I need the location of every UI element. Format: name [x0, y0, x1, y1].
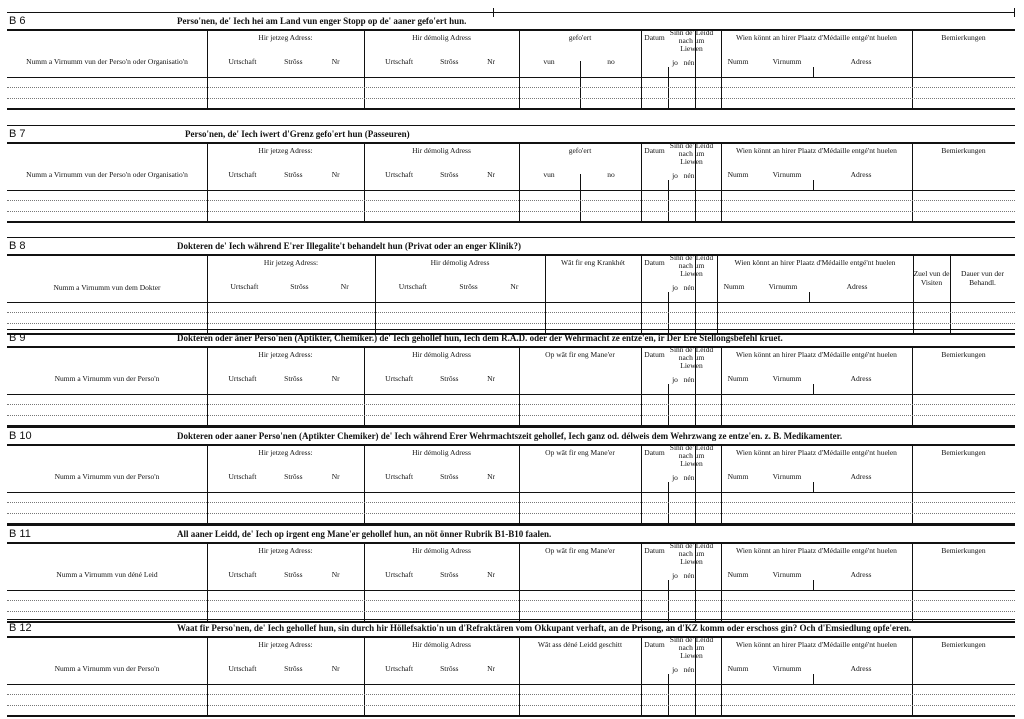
medal-sub-divider — [813, 384, 814, 395]
remarks-header: Bemierkungen — [941, 448, 986, 457]
column-divider — [519, 444, 520, 524]
section-top-rule — [7, 125, 1015, 126]
section-code: B 10 — [9, 430, 32, 442]
former-street: Strôss — [440, 170, 459, 179]
date-header: Datum — [644, 546, 665, 555]
column-divider — [519, 346, 520, 426]
former-city: Urtschaft — [398, 282, 427, 291]
column-divider — [950, 254, 951, 334]
section-code: B 8 — [9, 240, 26, 252]
section-top-rule — [7, 619, 1015, 620]
extra-header: Op wât fir eng Mane'er — [545, 546, 615, 555]
extra-header: Wât fir eng Krankhét — [561, 258, 625, 267]
medal-address: Adress — [850, 664, 872, 673]
yes-label: jo — [672, 283, 678, 292]
medal-header: Wien könnt an hirer Plaatz d'Médaille entgé'nt huelen — [736, 546, 897, 555]
from-label: vun — [543, 57, 555, 66]
medal-name: Numm — [727, 472, 749, 481]
yes-no-divider — [668, 674, 669, 716]
column-divider — [913, 254, 914, 334]
current-city: Urtschaft — [228, 570, 257, 579]
medal-firstname: Virnumm — [772, 570, 802, 579]
column-name-header: Numm a Virnumm vun der Perso'n oder Organisatio'n — [26, 170, 188, 179]
section-title: Perso'nen, de' Iech hei am Land vun enger Stopp op de' aaner gefo'ert hun. — [177, 16, 467, 26]
duration-header: Dauer vun der Behandl. — [961, 269, 1004, 287]
current-nr: Nr — [331, 374, 340, 383]
former-nr: Nr — [487, 472, 496, 481]
current-street: Strôss — [284, 374, 303, 383]
to-label: no — [607, 170, 615, 179]
section-header-rule — [7, 636, 1015, 638]
no-label: nén — [683, 283, 695, 292]
current-nr: Nr — [340, 282, 349, 291]
section-code: B 6 — [9, 15, 26, 27]
section-header-rule — [7, 142, 1015, 144]
remarks-header: Bemierkungen — [941, 33, 986, 42]
current-city: Urtschaft — [228, 170, 257, 179]
alive-header: Sinn de' Leidd nach um Liewen — [669, 253, 714, 278]
section-bottom-rule — [7, 715, 1015, 717]
column-name-header: Numm a Virnumm vun der Perso'n oder Organisatio'n — [26, 57, 188, 66]
no-label: nén — [683, 473, 695, 482]
column-name-header: Numm a Virnumm vun der Perso'n — [54, 374, 160, 383]
medal-sub-divider — [813, 580, 814, 591]
from-to-divider — [580, 174, 581, 222]
medal-address: Adress — [850, 570, 872, 579]
current-street: Strôss — [284, 57, 303, 66]
section-b8 — [7, 237, 1015, 334]
current-nr: Nr — [331, 170, 340, 179]
extra-header: Wât ass déné Leidd geschitt — [537, 640, 623, 649]
data-row-line — [7, 513, 1015, 514]
section-header-rule — [7, 29, 1015, 31]
from-to-divider — [580, 61, 581, 109]
medal-header: Wien könnt an hirer Plaatz d'Médaille entgé'nt huelen — [734, 258, 896, 267]
extra-header: Op wât fir eng Mane'er — [545, 448, 615, 457]
section-code: B 7 — [9, 128, 26, 140]
medal-address: Adress — [846, 282, 868, 291]
current-street: Strôss — [284, 570, 303, 579]
date-header: Datum — [644, 350, 665, 359]
data-row-line — [7, 200, 1015, 201]
yes-no-divider — [668, 384, 669, 426]
no-label: nén — [683, 665, 695, 674]
alive-header: Sinn de' Leidd nach um Liewen — [669, 28, 714, 53]
former-address-header: Hir démolig Adress — [412, 146, 471, 155]
section-top-rule — [7, 329, 1015, 330]
current-nr: Nr — [331, 664, 340, 673]
header-data-rule — [7, 684, 1015, 685]
yes-label: jo — [672, 171, 678, 180]
current-address-header: Hir jetzeg Adress: — [258, 546, 313, 555]
medal-name: Numm — [727, 170, 749, 179]
former-nr: Nr — [487, 664, 496, 673]
no-label: nén — [683, 571, 695, 580]
section-b7 — [7, 125, 1015, 222]
former-street: Strôss — [459, 282, 478, 291]
medal-address: Adress — [850, 57, 872, 66]
former-city: Urtschaft — [385, 664, 414, 673]
yes-no-divider — [668, 67, 669, 109]
data-row-line — [7, 98, 1015, 99]
remarks-header: Bemierkungen — [941, 350, 986, 359]
section-header-rule — [7, 542, 1015, 544]
no-label: nén — [683, 58, 695, 67]
section-header-rule — [7, 346, 1015, 348]
former-street: Strôss — [440, 57, 459, 66]
current-nr: Nr — [331, 472, 340, 481]
section-bottom-rule — [7, 108, 1015, 110]
yes-label: jo — [672, 571, 678, 580]
former-address-header: Hir démolig Adress — [412, 448, 471, 457]
current-city: Urtschaft — [230, 282, 259, 291]
former-city: Urtschaft — [385, 170, 414, 179]
current-city: Urtschaft — [228, 472, 257, 481]
former-city: Urtschaft — [385, 374, 414, 383]
header-data-rule — [7, 394, 1015, 395]
section-code: B 11 — [9, 528, 31, 540]
remarks-header: Bemierkungen — [941, 640, 986, 649]
section-top-rule — [7, 427, 1015, 428]
alive-header: Sinn de' Leidd nach um Liewen — [669, 541, 714, 566]
alive-header: Sinn de' Leidd nach um Liewen — [669, 141, 714, 166]
column-divider — [519, 636, 520, 716]
current-nr: Nr — [331, 570, 340, 579]
alive-header: Sinn de' Leidd nach um Liewen — [669, 635, 714, 660]
remarks-header: Bemierkungen — [941, 146, 986, 155]
section-header-rule — [7, 254, 1015, 256]
column-name-header: Numm a Virnumm vun der Perso'n — [54, 664, 160, 673]
remarks-header: Bemierkungen — [941, 546, 986, 555]
section-title: Waat fir Perso'nen, de' Iech gehollef hun, sin durch hir Höllefsaktio'n un d'Refraktären vom Okkupant verhaft, an de Prisong, an d'KZ komm oder erschoss gin? Och d'Emsiedlung opfe'eren. — [177, 623, 912, 633]
date-header: Datum — [644, 448, 665, 457]
date-header: Datum — [644, 146, 665, 155]
medal-sub-divider — [813, 674, 814, 685]
former-address-header: Hir démolig Adress — [412, 350, 471, 359]
alive-header: Sinn de' Leidd nach um Liewen — [669, 345, 714, 370]
current-city: Urtschaft — [228, 664, 257, 673]
yes-no-divider — [668, 482, 669, 524]
former-city: Urtschaft — [385, 472, 414, 481]
section-code: B 12 — [9, 622, 32, 634]
header-data-rule — [7, 77, 1015, 78]
former-address-header: Hir démolig Adress — [412, 546, 471, 555]
medal-sub-divider — [813, 180, 814, 191]
former-street: Strôss — [440, 570, 459, 579]
current-address-header: Hir jetzeg Adress: — [263, 258, 319, 267]
header-data-rule — [7, 190, 1015, 191]
no-label: nén — [683, 171, 695, 180]
section-b12 — [7, 619, 1015, 716]
header-data-rule — [7, 590, 1015, 591]
header-data-rule — [7, 492, 1015, 493]
extra-header: gefo'ert — [568, 146, 592, 155]
former-street: Strôss — [440, 664, 459, 673]
yes-no-divider — [668, 580, 669, 622]
alive-header: Sinn de' Leidd nach um Liewen — [669, 443, 714, 468]
data-row-line — [7, 600, 1015, 601]
data-row-line — [7, 404, 1015, 405]
former-nr: Nr — [487, 170, 496, 179]
medal-address: Adress — [850, 472, 872, 481]
current-address-header: Hir jetzeg Adress: — [258, 33, 313, 42]
current-street: Strôss — [284, 664, 303, 673]
medal-name: Numm — [727, 57, 749, 66]
date-header: Datum — [644, 33, 665, 42]
former-nr: Nr — [510, 282, 519, 291]
section-top-rule — [7, 237, 1015, 238]
column-name-header: Numm a Virnumm vun déné Leid — [56, 570, 158, 579]
column-name-header: Numm a Virnumm vun der Perso'n — [54, 472, 160, 481]
former-address-header: Hir démolig Adress — [412, 640, 471, 649]
data-row-line — [7, 415, 1015, 416]
medal-header: Wien könnt an hirer Plaatz d'Médaille entgé'nt huelen — [736, 448, 897, 457]
data-row-line — [7, 323, 1015, 324]
to-label: no — [607, 57, 615, 66]
medal-address: Adress — [850, 170, 872, 179]
data-row-line — [7, 705, 1015, 706]
current-address-header: Hir jetzeg Adress: — [258, 448, 313, 457]
current-street: Strôss — [284, 472, 303, 481]
former-nr: Nr — [487, 57, 496, 66]
data-row-line — [7, 694, 1015, 695]
current-nr: Nr — [331, 57, 340, 66]
data-row-line — [7, 611, 1015, 612]
section-b9 — [7, 329, 1015, 426]
former-address-header: Hir démolig Adress — [412, 33, 471, 42]
section-b10 — [7, 427, 1015, 524]
medal-firstname: Virnumm — [772, 374, 802, 383]
data-row-line — [7, 502, 1015, 503]
section-title: Perso'nen, de' Iech iwert d'Grenz gefo'ert hun (Passeuren) — [185, 129, 410, 139]
medal-firstname: Virnumm — [772, 57, 802, 66]
medal-sub-divider — [813, 482, 814, 493]
current-city: Urtschaft — [228, 374, 257, 383]
medal-firstname: Virnumm — [772, 472, 802, 481]
section-title: Dokteren oder äner Perso'nen (Aptikter, Chemiker.) de' Iech gehollef hun, Iech dem R.A.D. oder der Wehrmacht ze entze'en, ir Der Ere Stellongsbefehl kruet. — [177, 333, 783, 343]
medal-firstname: Virnumm — [772, 170, 802, 179]
section-header-rule — [7, 444, 1015, 446]
section-bottom-rule — [7, 221, 1015, 223]
current-address-header: Hir jetzeg Adress: — [258, 640, 313, 649]
data-row-line — [7, 87, 1015, 88]
former-street: Strôss — [440, 374, 459, 383]
visits-header: Zuel vun de Visiten — [913, 269, 950, 287]
former-nr: Nr — [487, 570, 496, 579]
medal-name: Numm — [723, 282, 745, 291]
medal-header: Wien könnt an hirer Plaatz d'Médaille entgé'nt huelen — [736, 640, 897, 649]
current-city: Urtschaft — [228, 57, 257, 66]
yes-label: jo — [672, 58, 678, 67]
current-street: Strôss — [290, 282, 309, 291]
data-row-line — [7, 211, 1015, 212]
yes-no-divider — [668, 292, 669, 334]
medal-sub-divider — [813, 67, 814, 78]
medal-address: Adress — [850, 374, 872, 383]
medal-header: Wien könnt an hirer Plaatz d'Médaille entgé'nt huelen — [736, 350, 897, 359]
former-city: Urtschaft — [385, 570, 414, 579]
from-label: vun — [543, 170, 555, 179]
former-street: Strôss — [440, 472, 459, 481]
column-name-header: Numm a Virnumm vun dem Dokter — [53, 283, 161, 292]
former-address-header: Hir démolig Adress — [430, 258, 490, 267]
column-divider — [545, 254, 546, 334]
medal-name: Numm — [727, 570, 749, 579]
current-address-header: Hir jetzeg Adress: — [258, 146, 313, 155]
section-code: B 9 — [9, 332, 26, 344]
date-header: Datum — [644, 640, 665, 649]
extra-header: Op wât fir eng Mane'er — [545, 350, 615, 359]
current-street: Strôss — [284, 170, 303, 179]
section-title: Dokteren de' Iech während E'rer Illegalite't behandelt hun (Privat oder an enger Klinik?) — [177, 241, 522, 251]
medal-header: Wien könnt an hirer Plaatz d'Médaille entgé'nt huelen — [736, 146, 897, 155]
yes-label: jo — [672, 473, 678, 482]
section-b6 — [7, 12, 1015, 109]
medal-firstname: Virnumm — [772, 664, 802, 673]
header-data-rule — [7, 302, 1015, 303]
medal-name: Numm — [727, 374, 749, 383]
column-divider — [519, 542, 520, 622]
medal-firstname: Virnumm — [768, 282, 798, 291]
yes-label: jo — [672, 665, 678, 674]
form-page — [7, 8, 1015, 716]
yes-label: jo — [672, 375, 678, 384]
section-title: Dokteren oder aaner Perso'nen (Aptikter Chemiker) de' Iech während Erer Wehrmachtszeit gehollef, Iech ganz od. délweis dem Wehrzwang ze entze'en. z. B. Medikamenter. — [177, 431, 843, 441]
section-top-rule — [7, 12, 1015, 13]
data-row-line — [7, 312, 1015, 313]
medal-header: Wien könnt an hirer Plaatz d'Médaille entgé'nt huelen — [736, 33, 897, 42]
former-nr: Nr — [487, 374, 496, 383]
section-title: All aaner Leidd, de' Iech op irgent eng Mane'er gehollef hun, an nöt önner Rubrik B1-B10 faalen. — [177, 529, 552, 539]
no-label: nén — [683, 375, 695, 384]
date-header: Datum — [644, 258, 665, 267]
section-b11 — [7, 525, 1015, 622]
medal-sub-divider — [809, 292, 810, 303]
medal-name: Numm — [727, 664, 749, 673]
yes-no-divider — [668, 180, 669, 222]
former-city: Urtschaft — [385, 57, 414, 66]
section-top-rule — [7, 525, 1015, 526]
extra-header: gefo'ert — [568, 33, 592, 42]
current-address-header: Hir jetzeg Adress: — [258, 350, 313, 359]
